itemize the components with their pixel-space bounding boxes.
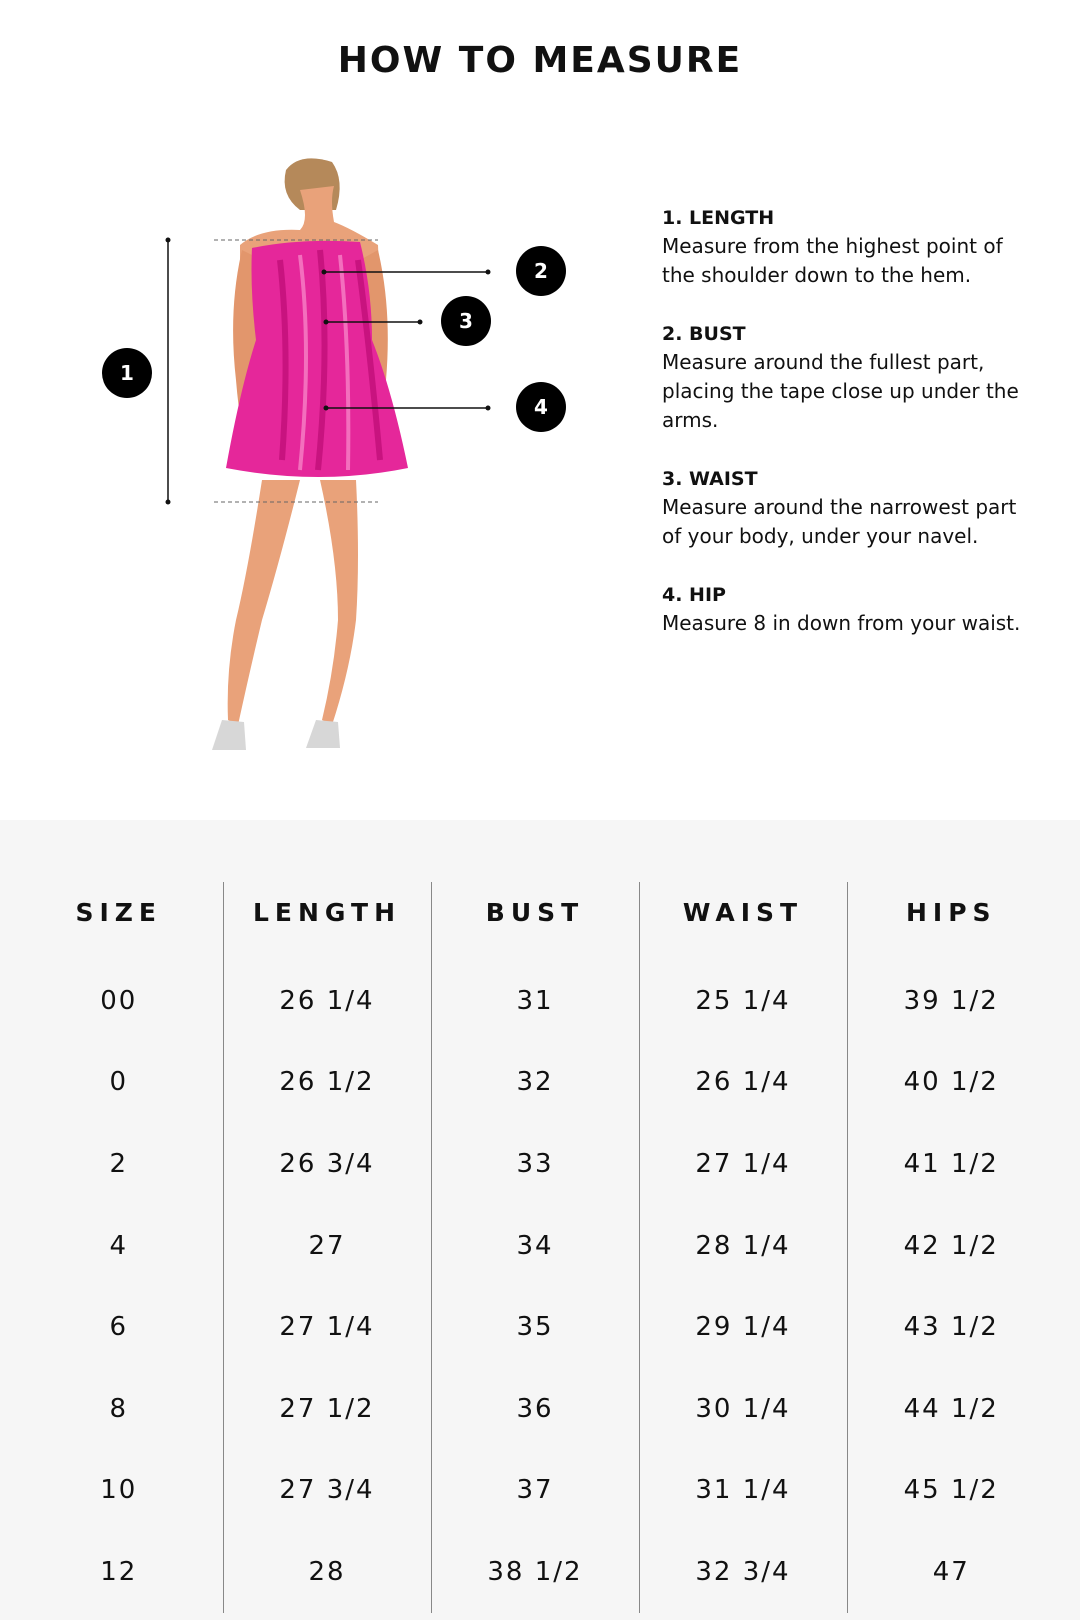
- cell-hips: 41 1/2: [847, 1123, 1055, 1205]
- cell-hips: 43 1/2: [847, 1286, 1055, 1368]
- instruction-bust: [662, 320, 1022, 435]
- cell-waist: 30 1/4: [639, 1368, 847, 1450]
- measurement-figure: [0, 150, 620, 790]
- marker-length: 1: [102, 348, 152, 398]
- cell-length: 27 1/2: [223, 1368, 431, 1450]
- instruction-waist: [662, 465, 1022, 551]
- instruction-heading: 1. LENGTH: [662, 207, 775, 229]
- cell-waist: 31 1/4: [639, 1450, 847, 1532]
- cell-bust: 32: [431, 1042, 639, 1124]
- right-leg-shape: [320, 480, 358, 725]
- header-size: SIZE: [75, 897, 162, 927]
- cell-length: 27 3/4: [223, 1450, 431, 1532]
- instruction-text: Measure around the narrowest part of your body, under your navel.: [662, 495, 1017, 548]
- page-title: HOW TO MEASURE: [337, 40, 743, 81]
- table-row: [15, 1531, 1055, 1613]
- cell-size: 6: [109, 1312, 129, 1343]
- table-row: [15, 1205, 1055, 1287]
- table-body: [15, 960, 1055, 1613]
- instruction-hip: [662, 581, 1022, 638]
- cell-length: 26 3/4: [223, 1123, 431, 1205]
- cell-hips: 47: [847, 1531, 1055, 1613]
- cell-hips: 45 1/2: [847, 1450, 1055, 1532]
- size-chart-table: [15, 882, 1055, 1613]
- cell-size: 4: [109, 1230, 129, 1261]
- cell-bust: 38 1/2: [431, 1531, 639, 1613]
- header-length: LENGTH: [223, 882, 431, 960]
- marker-waist: 3: [441, 296, 491, 346]
- measurement-instructions: [662, 204, 1022, 668]
- instruction-heading: 2. BUST: [662, 323, 746, 345]
- cell-length: 28: [223, 1531, 431, 1613]
- cell-bust: 36: [431, 1368, 639, 1450]
- left-shoe-shape: [212, 720, 246, 750]
- cell-size: 12: [100, 1556, 138, 1587]
- table-row: [15, 1042, 1055, 1124]
- table-row: [15, 1286, 1055, 1368]
- cell-waist: 26 1/4: [639, 1042, 847, 1124]
- cell-length: 26 1/2: [223, 1042, 431, 1124]
- header-hips: HIPS: [847, 882, 1055, 960]
- cell-bust: 37: [431, 1450, 639, 1532]
- cell-waist: 32 3/4: [639, 1531, 847, 1613]
- instruction-text: Measure 8 in down from your waist.: [662, 611, 1021, 635]
- table-header-row: [15, 882, 1055, 960]
- size-chart-section: [0, 820, 1080, 1620]
- cell-size: 10: [100, 1475, 138, 1506]
- cell-waist: 28 1/4: [639, 1205, 847, 1287]
- header-bust: BUST: [431, 882, 639, 960]
- cell-waist: 27 1/4: [639, 1123, 847, 1205]
- marker-hip: 4: [516, 382, 566, 432]
- instruction-length: [662, 204, 1022, 290]
- instruction-heading: 4. HIP: [662, 584, 726, 606]
- cell-hips: 44 1/2: [847, 1368, 1055, 1450]
- cell-size: 00: [100, 985, 138, 1016]
- left-leg-shape: [228, 480, 300, 725]
- instruction-text: Measure around the fullest part, placing the tape close up under the arms.: [662, 350, 1019, 432]
- cell-length: 27: [223, 1205, 431, 1287]
- table-row: [15, 960, 1055, 1042]
- model-illustration: [0, 150, 620, 790]
- cell-length: 27 1/4: [223, 1286, 431, 1368]
- cell-bust: 35: [431, 1286, 639, 1368]
- cell-bust: 33: [431, 1123, 639, 1205]
- cell-size: 8: [109, 1393, 129, 1424]
- cell-length: 26 1/4: [223, 960, 431, 1042]
- cell-waist: 29 1/4: [639, 1286, 847, 1368]
- cell-bust: 31: [431, 960, 639, 1042]
- instruction-heading: 3. WAIST: [662, 468, 758, 490]
- cell-size: 0: [109, 1067, 129, 1098]
- cell-hips: 42 1/2: [847, 1205, 1055, 1287]
- right-shoe-shape: [306, 720, 340, 748]
- marker-bust: 2: [516, 246, 566, 296]
- table-row: [15, 1368, 1055, 1450]
- table-row: [15, 1450, 1055, 1532]
- cell-bust: 34: [431, 1205, 639, 1287]
- cell-waist: 25 1/4: [639, 960, 847, 1042]
- header-waist: WAIST: [639, 882, 847, 960]
- instruction-text: Measure from the highest point of the shoulder down to the hem.: [662, 234, 1003, 287]
- cell-hips: 39 1/2: [847, 960, 1055, 1042]
- cell-hips: 40 1/2: [847, 1042, 1055, 1124]
- cell-size: 2: [109, 1148, 129, 1179]
- table-row: [15, 1123, 1055, 1205]
